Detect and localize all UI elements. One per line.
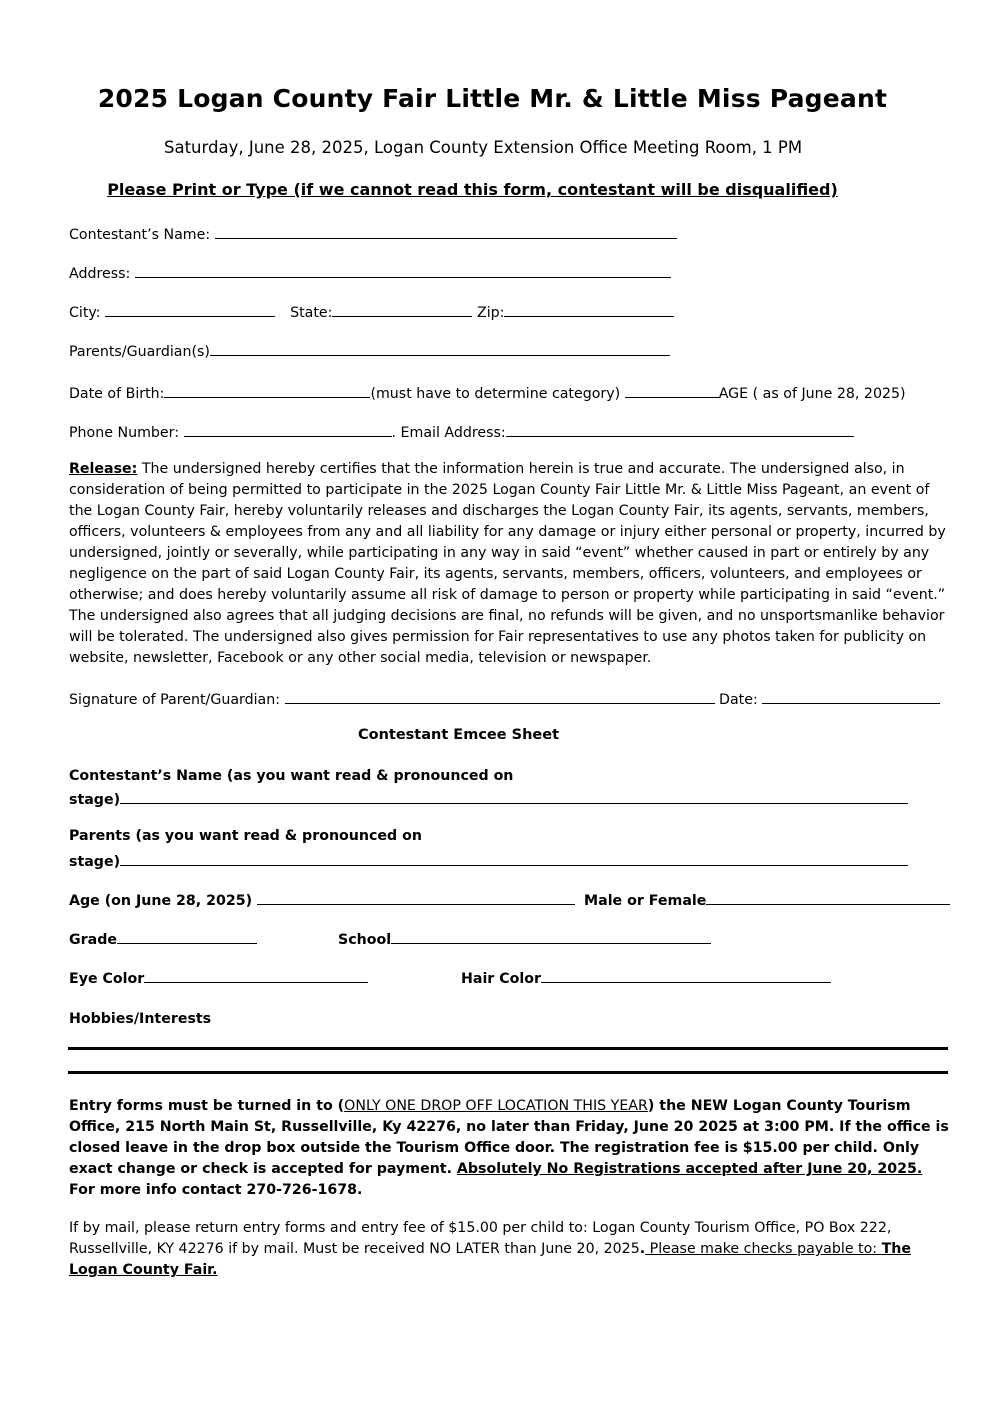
emcee-gender-row	[584, 891, 950, 909]
mail-instructions	[69, 1218, 949, 1281]
emcee-name-label-line1: Contestant’s Name (as you want read & pronounced on	[69, 768, 514, 784]
state-label: State:	[290, 305, 333, 321]
emcee-age-field[interactable]	[257, 891, 575, 905]
emcee-name-row	[69, 790, 908, 808]
zip-field[interactable]	[504, 303, 674, 317]
emcee-eye-field[interactable]	[144, 969, 368, 983]
address-label: Address:	[69, 266, 131, 282]
phone-label: Phone Number:	[69, 425, 179, 441]
signature-row	[69, 690, 940, 708]
emcee-sheet-title: Contestant Emcee Sheet	[357, 727, 560, 743]
entry-text-2: ) the NEW Logan County Tourism Office, 215 North Main St, Russellville, Ky 42276, no later than Friday, June 20 2025 at 3:00 PM. If the office is closed leave in the drop box outside the Tourism Office door. The registration fee is $15.00 per child. Only exact change or check is accepted for payment.	[69, 1098, 949, 1177]
print-notice: Please Print or Type (if we cannot read this form, contestant will be disqualified)	[107, 180, 838, 199]
phone-separator: .	[391, 425, 397, 441]
parents-row	[69, 342, 670, 360]
contestant-name-field[interactable]	[215, 225, 677, 239]
emcee-name-label-line2: stage)	[69, 792, 121, 808]
emcee-parents-field[interactable]	[120, 852, 908, 866]
emcee-name-field[interactable]	[120, 790, 908, 804]
emcee-hair-field[interactable]	[541, 969, 831, 983]
emcee-age-row	[69, 891, 575, 909]
emcee-parents-label-line1: Parents (as you want read & pronounced on	[69, 828, 422, 844]
contestant-name-row	[69, 225, 677, 243]
drop-off-note: ONLY ONE DROP OFF LOCATION THIS YEAR	[344, 1098, 648, 1114]
phone-email-row	[69, 423, 854, 441]
emcee-grade-field[interactable]	[117, 930, 257, 944]
entry-instructions	[69, 1096, 949, 1201]
deadline-note: Absolutely No Registrations accepted after June 20, 2025.	[456, 1161, 923, 1177]
age-field[interactable]	[625, 384, 719, 398]
signature-label: Signature of Parent/Guardian:	[69, 692, 281, 708]
emcee-eye-label: Eye Color	[69, 971, 145, 987]
state-field[interactable]	[332, 303, 472, 317]
emcee-grade-row	[69, 930, 257, 948]
page-title: 2025 Logan County Fair Little Mr. & Little Miss Pageant	[97, 84, 888, 113]
hobbies-line-1[interactable]	[68, 1047, 948, 1050]
emcee-hair-row	[461, 969, 831, 987]
parents-field[interactable]	[210, 342, 670, 356]
dob-label: Date of Birth:	[69, 386, 165, 402]
dob-note: (must have to determine category)	[370, 386, 621, 402]
emcee-gender-field[interactable]	[706, 891, 950, 905]
date-field[interactable]	[762, 690, 940, 704]
phone-field[interactable]	[184, 423, 392, 437]
emcee-parents-label-line2: stage)	[69, 854, 121, 870]
dob-field[interactable]	[164, 384, 370, 398]
contestant-name-label: Contestant’s Name:	[69, 227, 211, 243]
zip-label: Zip:	[476, 305, 505, 321]
mail-text: If by mail, please return entry forms and entry fee of $15.00 per child to: Logan County Tourism Office, PO Box 222, Russellville, KY 42276 if by mail. Must be received NO LATER than June 20, 2025	[69, 1220, 892, 1257]
entry-text-1: Entry forms must be turned in to (	[69, 1098, 345, 1114]
date-label: Date:	[719, 692, 758, 708]
emcee-grade-label: Grade	[69, 932, 117, 948]
age-note: AGE ( as of June 28, 2025)	[718, 386, 906, 402]
mail-dot: .	[639, 1241, 646, 1257]
city-label: City:	[69, 305, 101, 321]
payee-name: The Logan County Fair.	[69, 1241, 912, 1278]
email-label: Email Address:	[400, 425, 506, 441]
dob-row	[69, 384, 906, 402]
emcee-gender-label: Male or Female	[584, 893, 707, 909]
emcee-school-field[interactable]	[391, 930, 711, 944]
hobbies-line-2[interactable]	[68, 1071, 948, 1074]
emcee-hair-label: Hair Color	[461, 971, 542, 987]
contact-info: For more info contact 270-726-1678.	[69, 1182, 363, 1198]
checks-payable-note: Please make checks payable to:	[645, 1241, 882, 1257]
release-paragraph	[69, 459, 949, 669]
emcee-school-row	[338, 930, 711, 948]
emcee-parents-row	[69, 852, 908, 870]
emcee-eye-row	[69, 969, 368, 987]
address-field[interactable]	[135, 264, 671, 278]
address-row	[69, 264, 671, 282]
release-text: The undersigned hereby certifies that the information herein is true and accurate. The undersigned also, in consideration of being permitted to participate in the 2025 Logan County Fair Little Mr. & Little Miss Pageant, an event of the Logan County Fair, hereby voluntarily releases and discharges the Logan County Fair, its agents, servants, members, officers, volunteers & employees from any and all liability for any damage or injury either personal or property, incurred by undersigned, jointly or severally, while participating in any way in said “event” whether caused in part or entirely by any negligence on the part of said Logan County Fair, its agents, servants, members, officers, volunteers, and employees or otherwise; and does hereby voluntarily assume all risk of damage to person or property while participating in said “event.” The undersigned also agrees that all judging decisions are final, no refunds will be given, and no unsportsmanlike behavior will be tolerated. The undersigned also gives permission for Fair representatives to use any photos taken for publicity on website, newsletter, Facebook or any other social media, television or newspaper.	[69, 461, 946, 666]
event-details: Saturday, June 28, 2025, Logan County Extension Office Meeting Room, 1 PM	[164, 138, 803, 157]
emcee-hobbies-label: Hobbies/Interests	[69, 1011, 212, 1027]
signature-field[interactable]	[285, 690, 715, 704]
city-state-zip-row	[69, 303, 674, 321]
emcee-school-label: School	[338, 932, 392, 948]
parents-label: Parents/Guardian(s)	[69, 344, 210, 360]
email-field[interactable]	[506, 423, 854, 437]
emcee-age-label: Age (on June 28, 2025)	[69, 893, 253, 909]
release-label: Release:	[69, 461, 138, 477]
city-field[interactable]	[105, 303, 275, 317]
